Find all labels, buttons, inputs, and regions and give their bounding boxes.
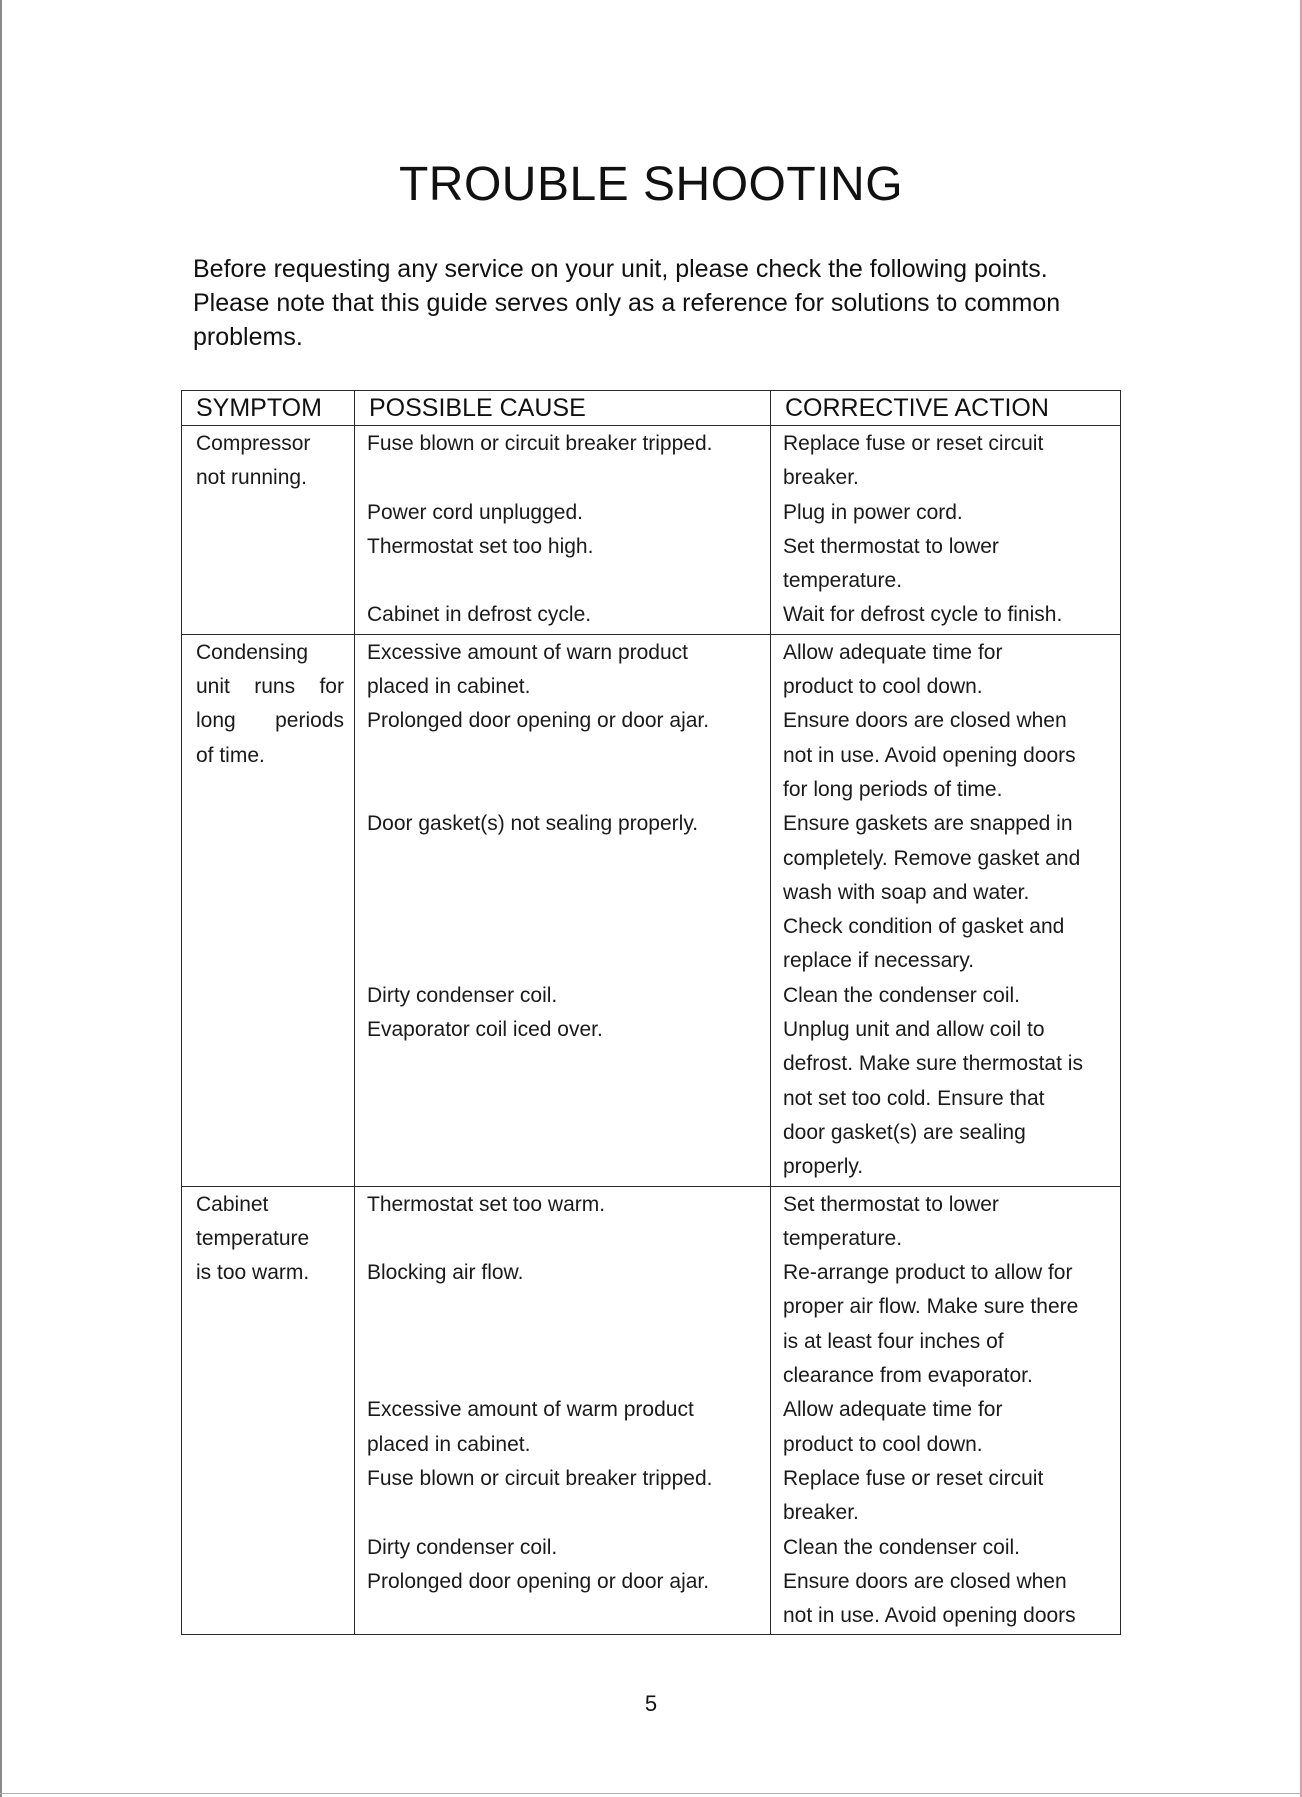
cause-line: Thermostat set too high.	[367, 534, 594, 558]
action-line: Allow adequate time for	[783, 640, 1003, 664]
corrective-action-cell	[771, 1186, 1121, 1635]
action-line: replace if necessary.	[783, 949, 975, 973]
cause-line: Prolonged door opening or door ajar.	[367, 1569, 710, 1593]
table-row	[182, 1186, 1121, 1635]
corrective-action-cell	[771, 426, 1121, 635]
symptom-line: long periods	[196, 709, 344, 733]
action-line: proper air flow. Make sure there	[783, 1295, 1079, 1319]
intro-line: problems.	[193, 323, 303, 351]
action-line: Check condition of gasket and	[783, 915, 1065, 939]
cause-line	[367, 1599, 766, 1633]
cause-line	[367, 739, 766, 773]
cause-line	[367, 944, 766, 978]
cause-line	[367, 1116, 766, 1150]
intro-line: Before requesting any service on your unit, please check the following points.	[193, 255, 1048, 283]
action-line: Unplug unit and allow coil to	[783, 1018, 1045, 1042]
cause-line	[367, 773, 766, 807]
cause-line	[367, 1082, 766, 1116]
action-line: completely. Remove gasket and	[783, 846, 1081, 870]
action-line: Re-arrange product to allow for	[783, 1261, 1073, 1285]
cause-line: Dirty condenser coil.	[367, 983, 558, 1007]
cause-line: Dirty condenser coil.	[367, 1535, 558, 1559]
symptom-line: unit runs for	[196, 675, 344, 699]
symptom-line: Cabinet	[196, 1192, 269, 1216]
symptom-cell	[182, 634, 355, 1186]
action-line: not in use. Avoid opening doors	[783, 1604, 1076, 1628]
symptom-line: of time.	[196, 743, 265, 767]
cause-line: Blocking air flow.	[367, 1261, 524, 1285]
cause-line	[367, 564, 766, 598]
cause-line: Cabinet in defrost cycle.	[367, 603, 592, 627]
cause-line: placed in cabinet.	[367, 675, 531, 699]
action-line: product to cool down.	[783, 675, 983, 699]
corrective-action-cell	[771, 634, 1121, 1186]
cause-line	[367, 1359, 766, 1393]
table-header-row	[182, 391, 1121, 426]
action-line: door gasket(s) are sealing	[783, 1120, 1026, 1144]
symptom-line: Compressor	[196, 432, 311, 455]
action-line: product to cool down.	[783, 1432, 983, 1456]
action-line: breaker.	[783, 466, 859, 490]
cause-line	[367, 1222, 766, 1256]
header-corrective-action: CORRECTIVE ACTION	[771, 391, 1121, 426]
symptom-line: not running.	[196, 466, 307, 490]
troubleshooting-table	[181, 390, 1121, 1635]
action-line: Ensure doors are closed when	[783, 709, 1067, 733]
page-title: TROUBLE SHOOTING	[398, 158, 904, 211]
possible-cause-cell	[355, 426, 771, 635]
table-row	[182, 426, 1121, 635]
action-line: Replace fuse or reset circuit	[783, 432, 1044, 455]
cause-line: placed in cabinet.	[367, 1432, 531, 1456]
action-line: clearance from evaporator.	[783, 1364, 1033, 1388]
cause-line	[367, 876, 766, 910]
page-edge-left	[0, 0, 2, 1797]
cause-line	[367, 1496, 766, 1530]
action-line: Replace fuse or reset circuit	[783, 1466, 1044, 1490]
action-line: properly.	[783, 1155, 864, 1179]
symptom-line: temperature	[196, 1226, 310, 1250]
action-line: Ensure doors are closed when	[783, 1569, 1067, 1593]
action-line: Clean the condenser coil.	[783, 983, 1020, 1007]
action-line: wash with soap and water.	[783, 880, 1030, 904]
cause-line	[367, 1325, 766, 1359]
cause-line	[367, 1290, 766, 1324]
action-line: temperature.	[783, 1226, 903, 1250]
symptom-cell	[182, 426, 355, 635]
action-line: Allow adequate time for	[783, 1398, 1003, 1422]
intro-paragraph	[193, 252, 1143, 354]
table-row	[182, 634, 1121, 1186]
action-line: for long periods of time.	[783, 777, 1003, 801]
action-line: Ensure gaskets are snapped in	[783, 812, 1073, 836]
cause-line: Fuse blown or circuit breaker tripped.	[367, 432, 713, 455]
cause-line	[367, 910, 766, 944]
action-line: defrost. Make sure thermostat is	[783, 1052, 1083, 1076]
cause-line: Prolonged door opening or door ajar.	[367, 709, 710, 733]
action-line: not set too cold. Ensure that	[783, 1086, 1045, 1110]
action-line: Set thermostat to lower	[783, 534, 999, 558]
cause-line: Thermostat set too warm.	[367, 1192, 606, 1216]
cause-line: Fuse blown or circuit breaker tripped.	[367, 1466, 713, 1490]
cause-line: Excessive amount of warn product	[367, 640, 688, 664]
page-number: 5	[644, 1691, 658, 1716]
symptom-cell	[182, 1186, 355, 1635]
cause-line: Excessive amount of warm product	[367, 1398, 694, 1422]
cause-line: Power cord unplugged.	[367, 500, 583, 524]
action-line: Set thermostat to lower	[783, 1192, 999, 1216]
action-line: is at least four inches of	[783, 1329, 1004, 1353]
header-symptom: SYMPTOM	[182, 391, 355, 426]
symptom-line: Condensing	[196, 640, 309, 664]
possible-cause-cell	[355, 634, 771, 1186]
cause-line	[367, 1150, 766, 1184]
action-line: Plug in power cord.	[783, 500, 963, 524]
cause-line	[367, 461, 766, 495]
action-line: Clean the condenser coil.	[783, 1535, 1020, 1559]
intro-line: Please note that this guide serves only as a reference for solutions to common	[193, 289, 1061, 317]
action-line: not in use. Avoid opening doors	[783, 743, 1076, 767]
action-line: Wait for defrost cycle to finish.	[783, 603, 1063, 627]
cause-line: Evaporator coil iced over.	[367, 1018, 603, 1042]
cause-line	[367, 842, 766, 876]
symptom-line: is too warm.	[196, 1261, 310, 1285]
possible-cause-cell	[355, 1186, 771, 1635]
header-possible-cause: POSSIBLE CAUSE	[355, 391, 771, 426]
action-line: breaker.	[783, 1501, 859, 1525]
cause-line	[367, 1047, 766, 1081]
cause-line: Door gasket(s) not sealing properly.	[367, 812, 699, 836]
action-line: temperature.	[783, 569, 903, 593]
page-edge-bottom	[0, 1793, 1302, 1794]
